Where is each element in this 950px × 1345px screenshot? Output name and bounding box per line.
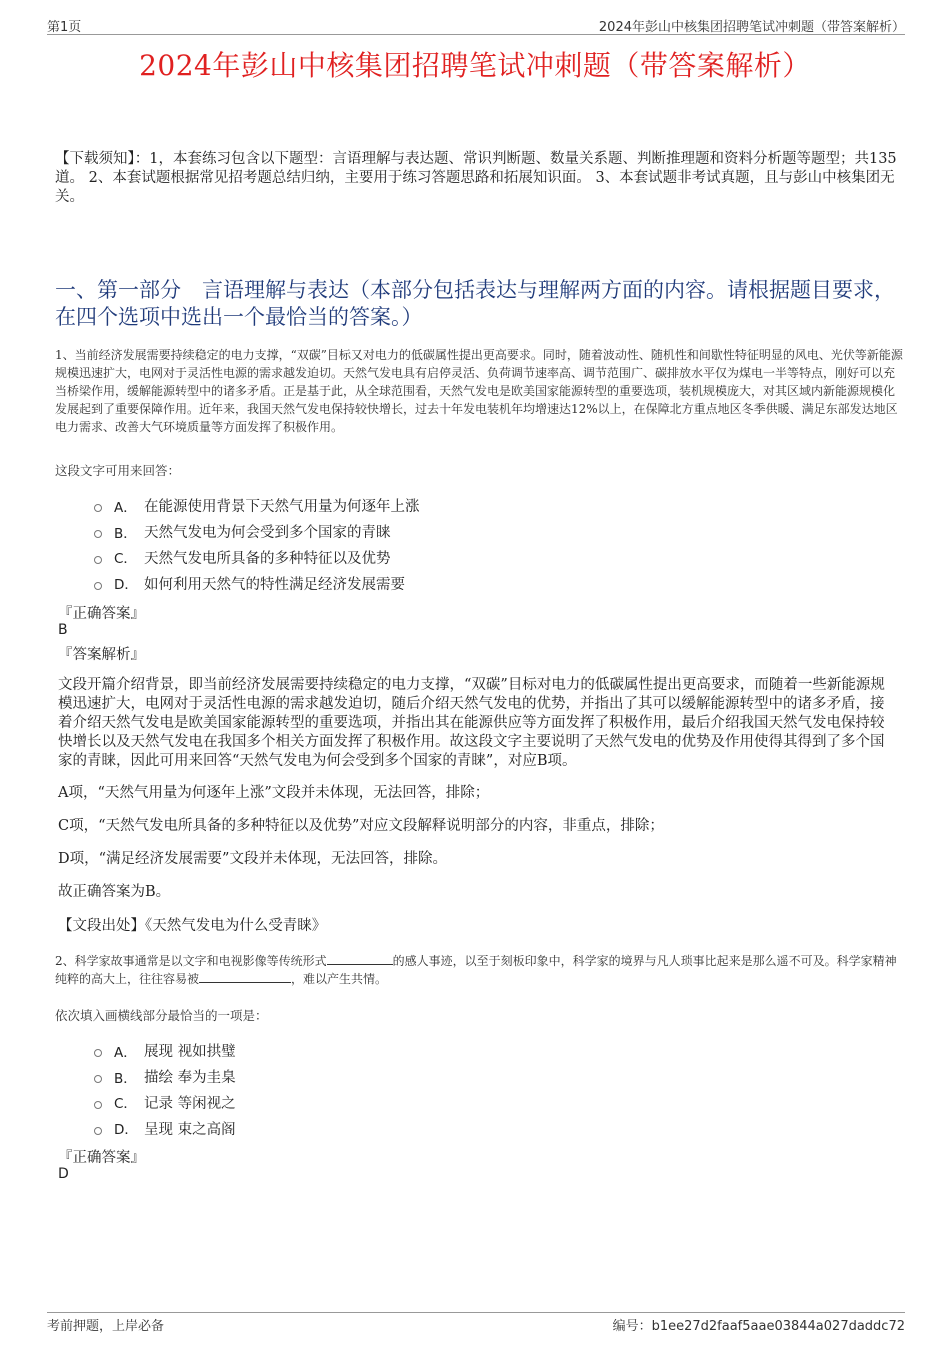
page-header	[47, 14, 905, 35]
question-1-option-c[interactable]: C． 天然气发电所具备的多种特征以及优势	[94, 545, 694, 571]
blank-2	[199, 970, 291, 983]
radio-icon[interactable]	[94, 1049, 102, 1057]
question-2-option-c[interactable]: C． 记录 等闲视之	[94, 1090, 694, 1116]
question-1-prompt: 这段文字可用来回答：	[55, 463, 181, 478]
page-footer	[47, 1312, 905, 1334]
radio-icon[interactable]	[94, 556, 102, 564]
footer-doc-id: 编号：b1ee27d2faaf5aae03844a027daddc72	[612, 1319, 905, 1334]
question-1-analysis-d: D项，“满足经济发展需要”文段并未体现，无法回答，排除。	[58, 851, 447, 867]
question-1-text: 1、当前经济发展需要持续稳定的电力支撑，“双碳”目标又对电力的低碳属性提出更高要求。同时，随着波动性、随机性和间歇性特征明显的风电、光伏等新能源规模迅速扩大，电网对于灵活性电源的需求越发迫切。天然气发电具有启停灵活、负荷调节速率高、调节范围广、碳排放水平仅为煤电一半等特点，刚好可以充当桥梁作用，缓解能源转型中的诸多矛盾。正是基于此，从全球范围看，天然气发电是欧美国家能源转型的重要选项，装机规模庞大，对其区域内新能源规模化发展起到了重要保障作用。近年来，我国天然气发电保持较快增长，过去十年发电装机年均增速达12%以上，在保障北方重点地区冬季供暖、满足东部发达地区电力需求、改善大气环境质量等方面发挥了积极作用。	[55, 348, 903, 434]
question-1-analysis-c: C项，“天然气发电所具备的多种特征以及优势”对应文段解释说明部分的内容，非重点，排除；	[58, 818, 664, 834]
radio-icon[interactable]	[94, 1075, 102, 1083]
document-title: 2024年彭山中核集团招聘笔试冲刺题（带答案解析）	[139, 49, 811, 82]
footer-slogan: 考前押题，上岸必备	[47, 1319, 165, 1334]
page-number: 第1页	[47, 20, 82, 35]
question-2-option-d[interactable]: D． 呈现 束之高阁	[94, 1115, 694, 1141]
section-title: 一、第一部分 言语理解与表达（本部分包括表达与理解两方面的内容。请根据题目要求，在四个选项中选出一个最恰当的答案。）	[55, 278, 895, 329]
header-doc-name: 2024年彭山中核集团招聘笔试冲刺题（带答案解析）	[598, 20, 905, 35]
question-1-analysis-a: A项，“天然气用量为何逐年上涨”文段并未体现，无法回答，排除；	[58, 785, 490, 801]
question-1-option-a[interactable]: A． 在能源使用背景下天然气用量为何逐年上涨	[94, 493, 694, 519]
question-1-answer: B	[58, 622, 68, 638]
question-2-prompt: 依次填入画横线部分最恰当的一项是：	[55, 1008, 268, 1023]
radio-icon[interactable]	[94, 1101, 102, 1109]
question-1-analysis-main: 文段开篇介绍背景，即当前经济发展需要持续稳定的电力支撑，“双碳”目标对电力的低碳属性提出更高要求，而随着一些新能源规模迅速扩大，电网对于灵活性电源的需求越发迫切，随后介绍天然气发电的优势，并指出了其可以缓解能源转型中的诸多矛盾，接着介绍天然气发电是欧美国家能源转型的重要选项，并指出其在能源供应等方面发挥了积极作用，最后介绍我国天然气发电保持较快增长以及天然气发电在我国多个相关方面发挥了积极作用。故这段文字主要说明了天然气发电的优势及作用使得其得到了多个国家的青睐，因此可用来回答“天然气发电为何会受到多个国家的青睐”，对应B项。	[58, 677, 885, 769]
question-2-answer-label: 『正确答案』	[58, 1150, 145, 1166]
question-2-option-b[interactable]: B． 描绘 奉为圭臬	[94, 1064, 694, 1090]
radio-icon[interactable]	[94, 1127, 102, 1135]
question-2-option-a[interactable]: A． 展现 视如拱璧	[94, 1038, 694, 1064]
question-1-conclusion: 故正确答案为B。	[58, 884, 171, 900]
question-2-options	[94, 1038, 694, 1141]
radio-icon[interactable]	[94, 504, 102, 512]
question-1-option-b[interactable]: B． 天然气发电为何会受到多个国家的青睐	[94, 519, 694, 545]
download-notice: 【下载须知】：1，本套练习包含以下题型：言语理解与表达题、常识判断题、数量关系题、判断推理题和资料分析题等题型；共135道。 2、本套试题根据常见招考题总结归纳，主要用于练习答题思路和拓展知识面。 3、本套试题非考试真题，且与彭山中核集团无关。	[55, 151, 897, 205]
question-1-analysis-label: 『答案解析』	[58, 647, 145, 663]
radio-icon[interactable]	[94, 582, 102, 590]
radio-icon[interactable]	[94, 530, 102, 538]
question-2-text: 2、科学家故事通常是以文字和电视影像等传统形式 的感人事迹，以至于刻板印象中，科学家的境界与凡人琐事比起来是那么遥不可及。科学家精神纯粹的高大上，往往容易被 ，难以产生共情。	[55, 954, 897, 986]
question-1-option-d[interactable]: D． 如何利用天然气的特性满足经济发展需要	[94, 570, 694, 596]
question-1-answer-label: 『正确答案』	[58, 606, 145, 622]
blank-1	[327, 952, 393, 965]
question-2-answer: D	[58, 1166, 69, 1182]
question-1-options	[94, 493, 694, 596]
question-1-source: 【文段出处】《天然气发电为什么受青睐》	[58, 918, 327, 934]
